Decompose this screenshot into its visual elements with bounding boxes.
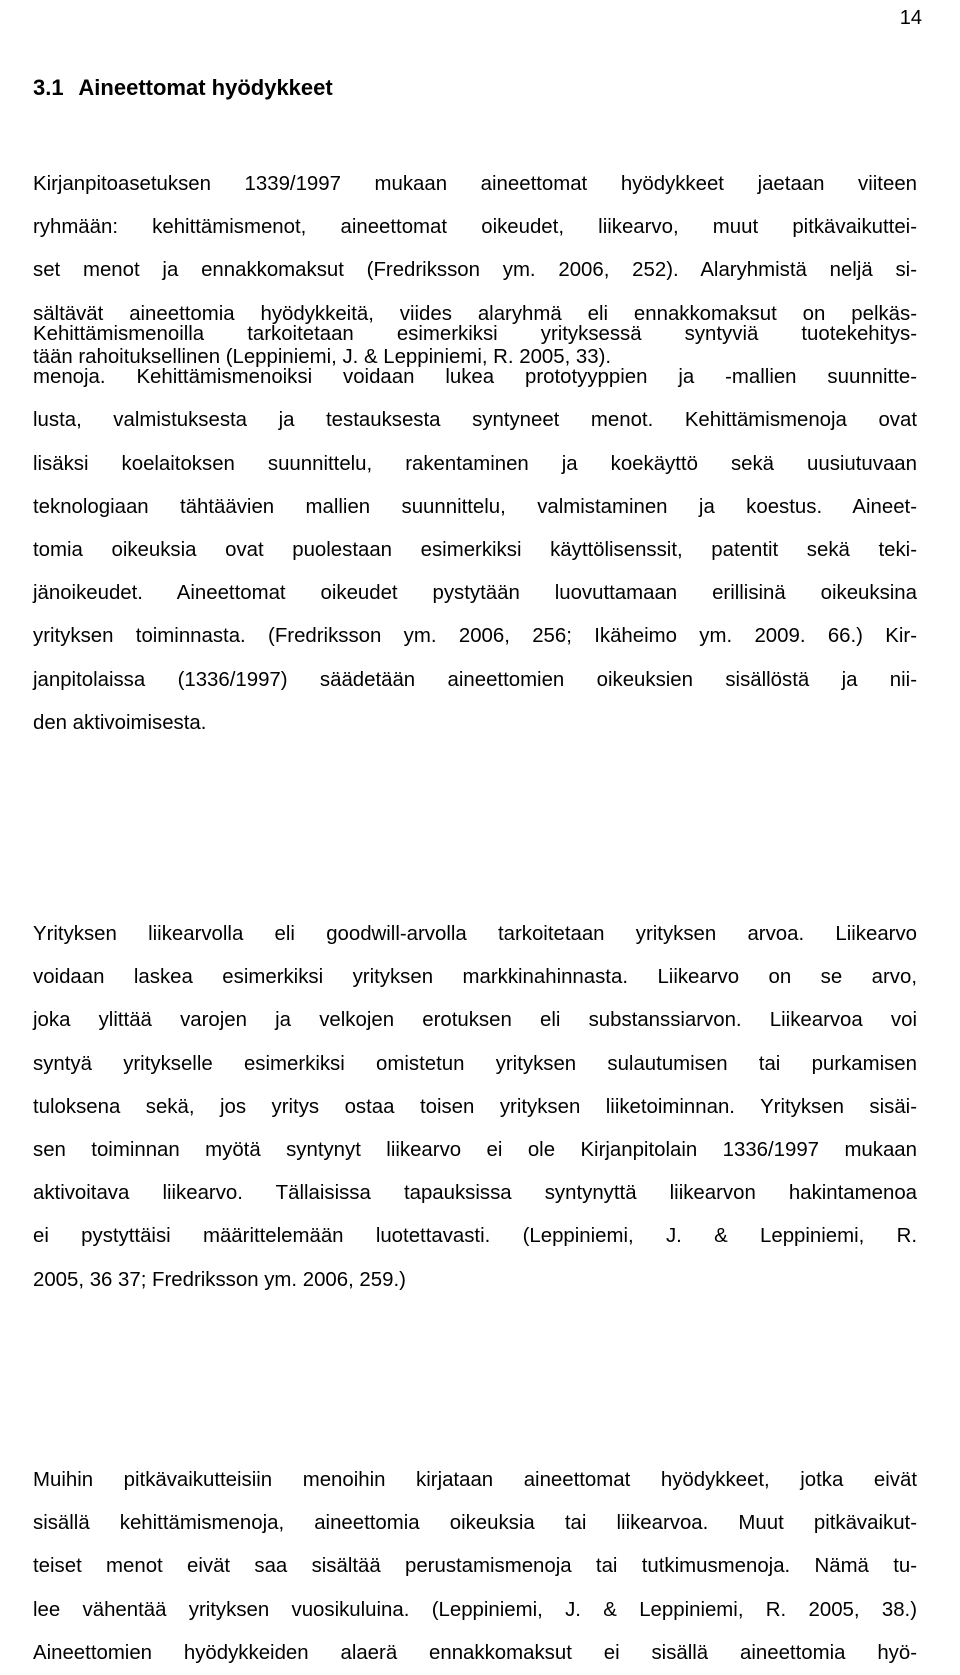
- text-line: lusta, valmistuksesta ja testauksesta syntyneet menot. Kehittämismenoja ovat: [33, 409, 917, 432]
- text-line: sisällä kehittämismenoja, aineettomia oikeuksia tai liikearvoa. Muut pitkävaikut-: [33, 1512, 917, 1535]
- paragraph-goodwill: [33, 913, 917, 1302]
- paragraph-other-long-term-expenses: [33, 1459, 917, 1675]
- text-line: jänoikeudet. Aineettomat oikeudet pystytään luovuttamaan erillisinä oikeuksina: [33, 582, 917, 605]
- text-line: teknologiaan tähtäävien mallien suunnittelu, valmistaminen ja koestus. Aineet-: [33, 495, 917, 518]
- text-line: aktivoitava liikearvo. Tällaisissa tapauksissa syntynyttä liikearvon hakintamenoa: [33, 1182, 917, 1205]
- text-line: yrityksen toiminnasta. (Fredriksson ym. 2006, 256; Ikäheimo ym. 2009. 66.) Kir-: [33, 625, 917, 648]
- page-number: 14: [899, 7, 922, 29]
- section-number: 3.1: [33, 75, 64, 100]
- text-line: den aktivoimisesta.: [33, 711, 207, 734]
- text-line: Kirjanpitoasetuksen 1339/1997 mukaan aineettomat hyödykkeet jaetaan viiteen: [33, 173, 917, 195]
- text-line: sen toiminnan myötä syntynyt liikearvo ei ole Kirjanpitolain 1336/1997 mukaan: [33, 1138, 917, 1161]
- text-line: tomia oikeuksia ovat puolestaan esimerkiksi käyttölisenssit, patentit sekä teki-: [33, 538, 917, 561]
- text-line: syntyä yritykselle esimerkiksi omistetun yrityksen sulautumisen tai purkamisen: [33, 1052, 917, 1075]
- paragraph-development-costs: [33, 313, 917, 745]
- text-line: ei pystyttäisi määrittelemään luotettavasti. (Leppiniemi, J. & Leppiniemi, R.: [33, 1225, 917, 1248]
- section-heading: [33, 72, 333, 104]
- text-line: menoja. Kehittämismenoiksi voidaan lukea prototyyppien ja -mallien suunnitte-: [33, 366, 917, 389]
- text-line: voidaan laskea esimerkiksi yrityksen markkinahinnasta. Liikearvo on se arvo,: [33, 966, 917, 989]
- text-line: janpitolaissa (1336/1997) säädetään aineettomien oikeuksien sisällöstä ja nii-: [33, 668, 917, 691]
- text-line: tään rahoituksellinen (Leppiniemi, J. & Leppiniemi, R. 2005, 33).: [33, 345, 612, 368]
- text-line: Yrityksen liikearvolla eli goodwill-arvolla tarkoitetaan yrityksen arvoa. Liikearvo: [33, 923, 917, 945]
- text-line: teiset menot eivät saa sisältää perustamismenoja tai tutkimusmenoja. Nämä tu-: [33, 1555, 917, 1578]
- text-line: lee vähentää yrityksen vuosikuluina. (Leppiniemi, J. & Leppiniemi, R. 2005, 38.): [33, 1598, 917, 1621]
- text-line: sältävät aineettomia hyödykkeitä, viides alaryhmä eli ennakkomaksut on pelkäs-: [33, 302, 917, 325]
- section-title: Aineettomat hyödykkeet: [78, 75, 333, 100]
- text-line: tuloksena sekä, jos yritys ostaa toisen yrityksen liiketoiminnan. Yrityksen sisäi-: [33, 1095, 917, 1118]
- text-line: 2005, 36 37; Fredriksson ym. 2006, 259.): [33, 1268, 406, 1291]
- text-line: Kehittämismenoilla tarkoitetaan esimerkiksi yrityksessä syntyviä tuotekehitys-: [33, 323, 917, 345]
- text-line: joka ylittää varojen ja velkojen erotuksen eli substanssiarvon. Liikearvoa voi: [33, 1009, 917, 1032]
- text-line: Muihin pitkävaikutteisiin menoihin kirjataan aineettomat hyödykkeet, jotka eivät: [33, 1469, 917, 1491]
- text-line: lisäksi koelaitoksen suunnittelu, rakentaminen ja koekäyttö sekä uusiutuvaan: [33, 452, 917, 475]
- text-line: ryhmään: kehittämismenot, aineettomat oikeudet, liikearvo, muut pitkävaikuttei-: [33, 216, 917, 239]
- text-line: Aineettomien hyödykkeiden alaerä ennakkomaksut ei sisällä aineettomia hyö-: [33, 1641, 917, 1664]
- text-line: set menot ja ennakkomaksut (Fredriksson ym. 2006, 252). Alaryhmistä neljä si-: [33, 259, 917, 282]
